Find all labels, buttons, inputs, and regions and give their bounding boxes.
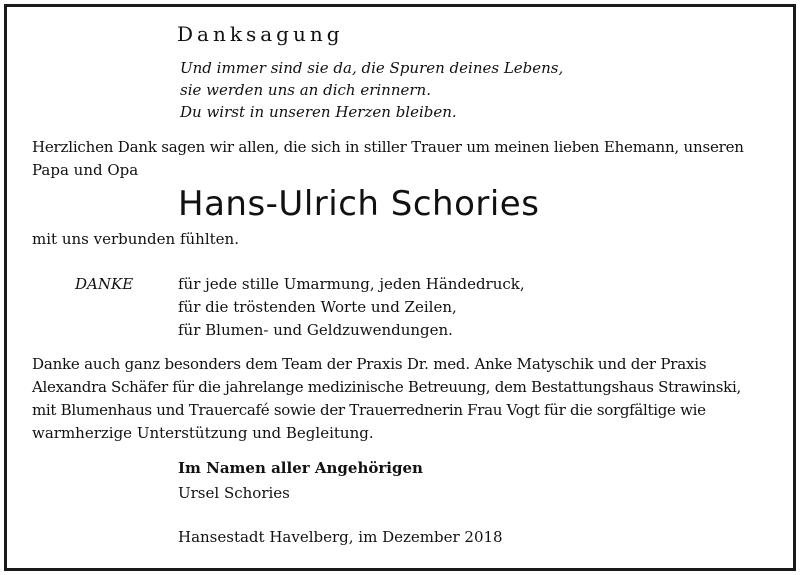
notice-title: Danksagung	[177, 22, 344, 46]
signoff-name: Ursel Schories	[178, 484, 290, 502]
special-thanks-line-1: Danke auch ganz besonders dem Team der Praxis Dr. med. Anke Matyschik und der Praxis	[32, 355, 707, 373]
intro-line-1: Herzlichen Dank sagen wir allen, die sich in stiller Trauer um meinen lieben Ehemann, unseren	[32, 138, 744, 156]
signoff-heading: Im Namen aller Angehörigen	[178, 459, 423, 477]
place-date: Hansestadt Havelberg, im Dezember 2018	[178, 528, 503, 546]
danke-line-2: für die tröstenden Worte und Zeilen,	[178, 298, 457, 316]
special-thanks-line-4: warmherzige Unterstützung und Begleitung.	[32, 424, 374, 442]
intro-line-2: Papa und Opa	[32, 161, 139, 179]
poem-line-2: sie werden uns an dich erinnern.	[180, 81, 431, 99]
danke-line-3: für Blumen- und Geldzuwendungen.	[178, 321, 453, 339]
danke-line-1: für jede stille Umarmung, jeden Händedruck,	[178, 275, 525, 293]
poem-line-3: Du wirst in unseren Herzen bleiben.	[180, 103, 457, 121]
after-name-text: mit uns verbunden fühlten.	[32, 230, 239, 248]
special-thanks-line-2: Alexandra Schäfer für die jahrelange medizinische Betreuung, dem Bestattungshaus Strawinski,	[32, 378, 741, 396]
deceased-name: Hans-Ulrich Schories	[178, 184, 540, 224]
special-thanks-line-3: mit Blumenhaus und Trauercafé sowie der Trauerrednerin Frau Vogt für die sorgfältige wie	[32, 401, 706, 419]
poem-line-1: Und immer sind sie da, die Spuren deines Lebens,	[180, 59, 564, 77]
danke-label: DANKE	[75, 275, 134, 293]
